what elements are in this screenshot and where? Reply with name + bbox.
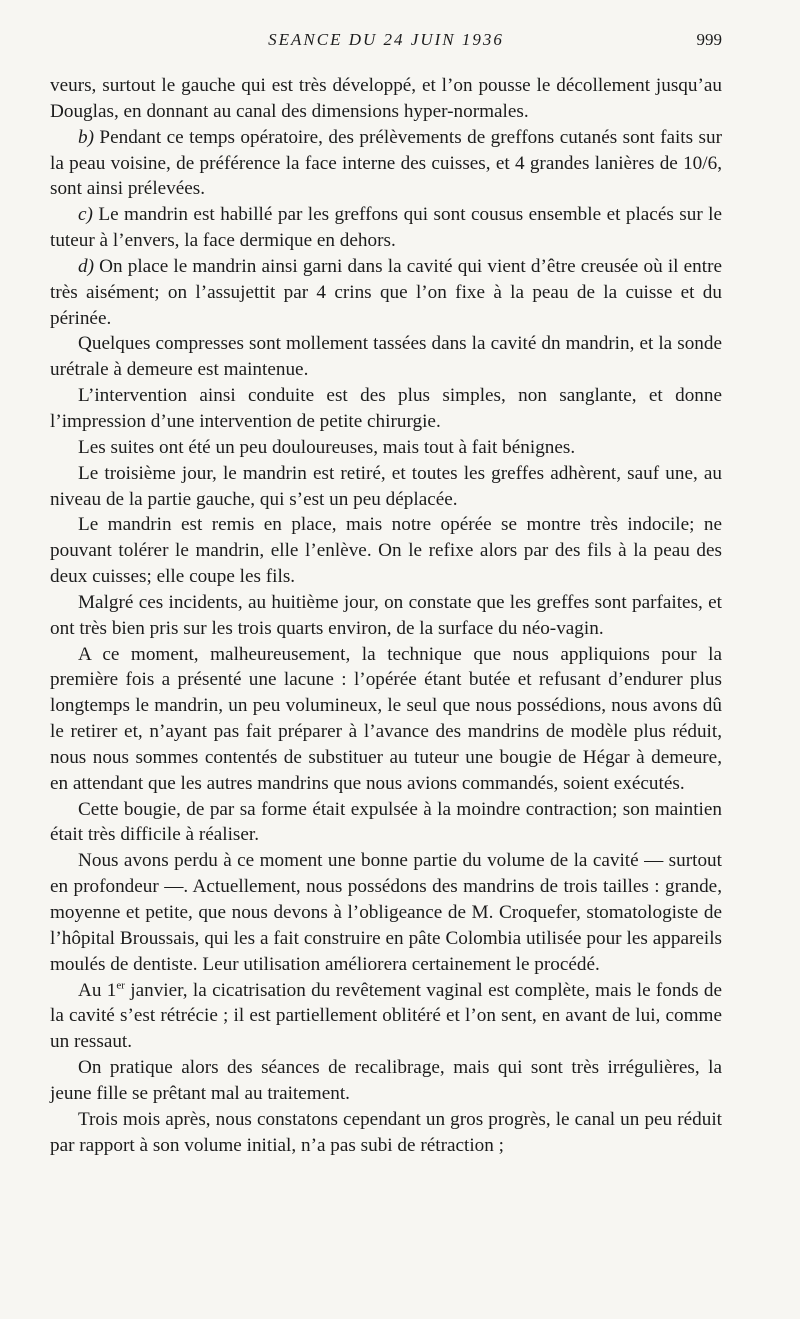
paragraph-step-d <box>50 254 722 332</box>
paragraph: A ce moment, malheureusement, la technique que nous appliquions pour la première fois a présenté une lacune : l’opérée étant butée et refusant d’endurer plus longtemps le mandrin, un peu volumineux, le seul que nous possédions, nous avons dû le retirer et, n’ayant pas fait préparer à l’avance des mandrins de modèle plus réduit, nous nous sommes contentés de substituer au tuteur une bougie de Hégar à demeure, en attendant que les autres mandrins que nous avions commandés, soient exécutés. <box>50 643 722 794</box>
paragraph-text: janvier, la cicatrisation du revêtement vaginal est complète, mais le fonds de la cavité s’est rétrécie ; il est partiellement oblitéré et l’on sent, en avant de lui, comme un ressaut. <box>50 979 723 1053</box>
running-title: SEANCE DU 24 JUIN 1936 <box>268 30 504 49</box>
paragraph: Le mandrin est remis en place, mais notre opérée se montre très indocile; ne pouvant tolérer le mandrin, elle l’enlève. On le refixe alors par des fils à la peau des deux cuisses; elle coupe les fils. <box>50 514 722 588</box>
step-label: b) <box>78 126 94 148</box>
body-text <box>50 73 722 1158</box>
paragraph: Malgré ces incidents, au huitième jour, on constate que les greffes sont parfaites, et ont très bien pris sur les trois quarts environ, de la surface du néo-vagin. <box>50 591 722 639</box>
paragraph-continuation: veurs, surtout le gauche qui est très développé, et l’on pousse le décollement jusqu’au Douglas, en donnant au canal des dimensions hyper-normales. <box>50 75 722 122</box>
paragraph: Quelques compresses sont mollement tassées dans la cavité dn mandrin, et la sonde urétrale à demeure est maintenue. <box>50 333 722 381</box>
step-label: d) <box>78 255 94 277</box>
paragraph-text: Pendant ce temps opératoire, des prélèvements de greffons cutanés sont faits sur la peau voisine, de préférence la face interne des cuisses, et 4 grandes lanières de 10/6, sont ainsi prélevées. <box>50 126 722 200</box>
paragraph-january <box>50 978 722 1056</box>
paragraph: Trois mois après, nous constatons cependant un gros progrès, le canal un peu réduit par rapport à son volume initial, n’a pas subi de rétraction ; <box>50 1108 722 1156</box>
paragraph: Cette bougie, de par sa forme était expulsée à la moindre contraction; son maintien était très difficile à réaliser. <box>50 798 722 846</box>
ordinal-superscript: er <box>116 979 125 992</box>
paragraph: Les suites ont été un peu douloureuses, mais tout à fait bénignes. <box>78 436 576 458</box>
paragraph-text: On place le mandrin ainsi garni dans la cavité qui vient d’être creusée où il entre très aisément; on l’assujettit par 4 crins que l’on fixe à la peau de la cuisse et du périnée. <box>50 255 722 329</box>
paragraph-step-b <box>50 125 722 203</box>
step-label: c) <box>78 204 93 226</box>
paragraph: On pratique alors des séances de recalibrage, mais qui sont très irrégulières, la jeune fille se prêtant mal au traitement. <box>50 1057 722 1104</box>
paragraph-lead: Au 1 <box>78 979 117 1001</box>
page-number: 999 <box>696 30 722 49</box>
paragraph-text: Le mandrin est habillé par les greffons qui sont cousus ensemble et placés sur le tuteur à l’envers, la face dermique en dehors. <box>50 204 722 252</box>
paragraph: L’intervention ainsi conduite est des plus simples, non sanglante, et donne l’impression d’une intervention de petite chirurgie. <box>50 385 722 432</box>
paragraph-step-c <box>50 202 722 254</box>
page-header <box>50 30 722 54</box>
paragraph: Nous avons perdu à ce moment une bonne partie du volume de la cavité — surtout en profondeur —. Actuellement, nous possédons des mandrins de trois tailles : grande, moyenne et petite, que nous devons à l’obligeance de M. Croquefer, stomatologiste de l’hôpital Broussais, qui les a fait construire en pâte Colombia utilisée pour les appareils moulés de dentiste. Leur utilisation améliorera certainement le procédé. <box>50 850 722 975</box>
paragraph: Le troisième jour, le mandrin est retiré, et toutes les greffes adhèrent, sauf une, au niveau de la partie gauche, qui s’est un peu déplacée. <box>50 462 722 510</box>
